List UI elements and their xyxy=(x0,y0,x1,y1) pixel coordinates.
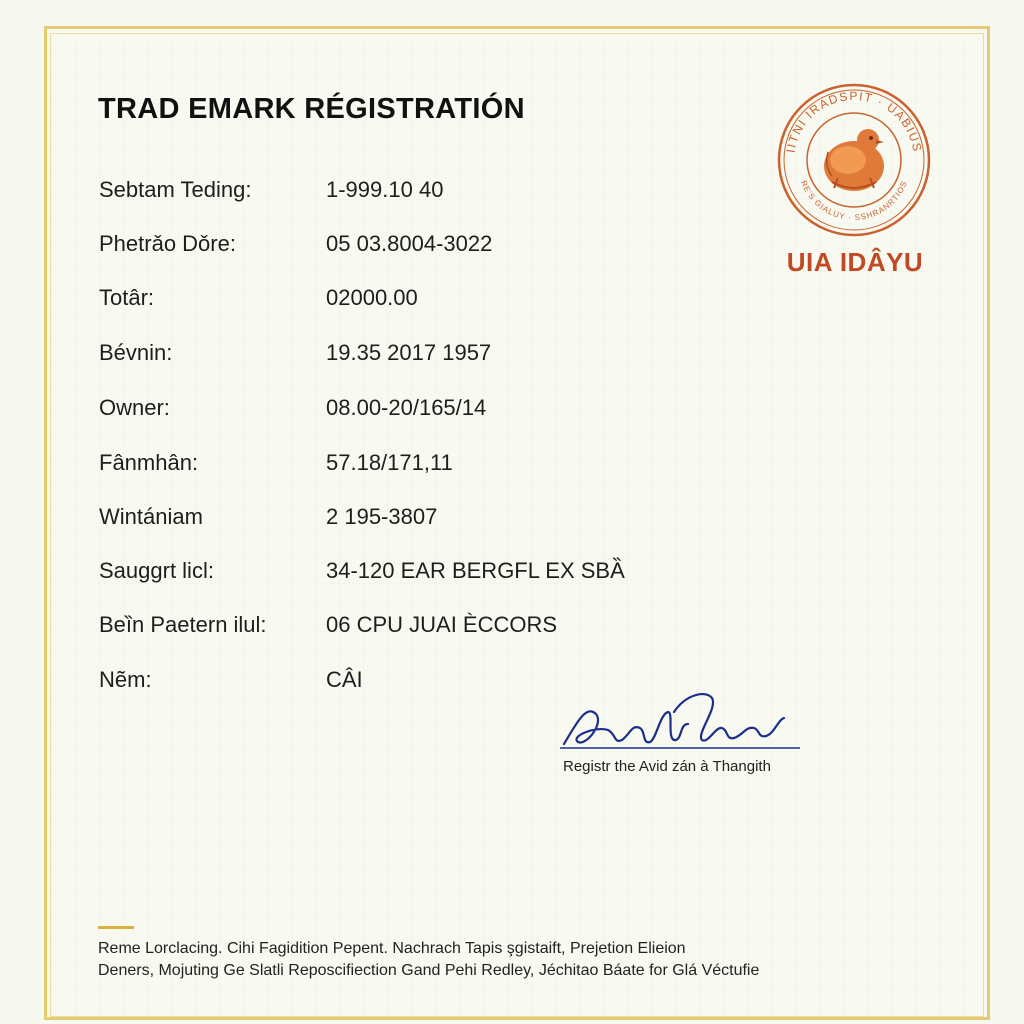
field-label: Phetrǎo Dǒre: xyxy=(99,231,236,256)
field-row xyxy=(0,340,700,380)
field-value: 19.35 2017 1957 xyxy=(326,340,492,365)
field-row xyxy=(0,285,700,325)
field-label: Sebtam Teding: xyxy=(99,177,252,202)
footer-text-line: Reme Lorclacing. Cihi Fagidition Pepent. Nachrach Tapis şgistaift, Prejetion Elieion xyxy=(98,940,686,957)
field-label: Nẽm: xyxy=(99,667,152,692)
field-label: Wintániam xyxy=(99,504,203,529)
field-label: Beȉn Paetern ilul: xyxy=(99,612,267,637)
field-value: 08.00-20/165/14 xyxy=(326,395,487,420)
field-label: Sauggrt licl: xyxy=(99,558,214,583)
seal-name: UIA IDÂYU xyxy=(786,247,924,277)
signature-stroke xyxy=(674,694,784,741)
field-value: 2 195-3807 xyxy=(326,504,438,529)
field-row xyxy=(0,177,700,217)
field-value: 1-999.10 40 xyxy=(326,177,444,202)
footer-text-line: Deners, Mojuting Ge Slatli Reposcifiection Gand Pehi Redley, Jéchitao Báate for Glá Véctufie xyxy=(98,962,760,979)
field-value: 05 03.8004-3022 xyxy=(326,231,493,256)
field-row xyxy=(0,231,700,271)
signature-caption: Registr the Avid zán à Thangith xyxy=(563,758,771,775)
footer-accent-rule xyxy=(98,926,134,929)
field-row xyxy=(0,612,700,652)
seal-ring-text-bottom: RE'S GIALUY · SSHRANRTIOS xyxy=(798,179,910,223)
field-row xyxy=(0,450,700,490)
field-value: 06 CPU JUAI ÈCCORS xyxy=(326,612,558,637)
official-seal xyxy=(776,82,932,238)
field-row xyxy=(0,504,700,544)
field-value: CÂI xyxy=(326,667,363,692)
field-value: 57.18/171,11 xyxy=(326,450,453,475)
seal-emblem-icon xyxy=(824,129,884,191)
field-label: Totâr: xyxy=(99,285,155,310)
signature-stroke xyxy=(564,711,688,744)
field-row xyxy=(0,558,700,598)
signature xyxy=(556,684,806,764)
field-label: Owner: xyxy=(99,395,170,420)
seal-ring-text-top: IITNI IRADSPIT · UABIUS xyxy=(783,88,925,154)
document-title: TRAD EMARK RÉGISTRATIÓN xyxy=(98,93,525,125)
field-value: 02000.00 xyxy=(326,285,418,310)
field-row xyxy=(0,395,700,435)
field-value: 34-120 EAR BERGFL EX SBȀ xyxy=(326,558,625,583)
field-label: Bévnin: xyxy=(99,340,173,365)
field-label: Fânmhân: xyxy=(99,450,199,475)
